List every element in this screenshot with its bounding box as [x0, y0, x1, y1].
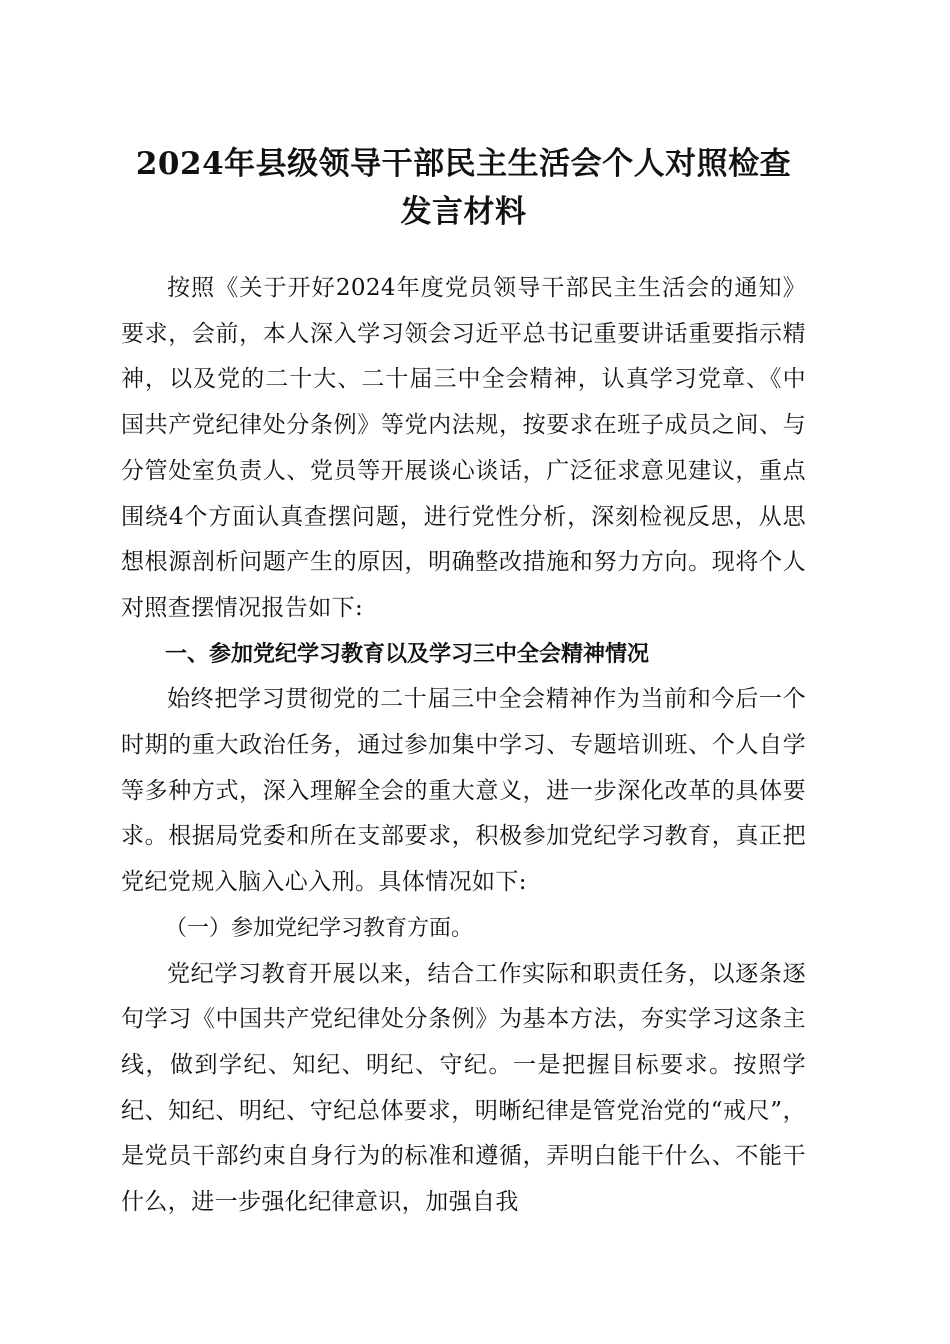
intro-paragraph: 按照《关于开好2024年度党员领导干部民主生活会的通知》要求，会前，本人深入学习领会习近平总书记重要讲话重要指示精神，以及党的二十大、二十届三中全会精神，认真学习党章、《中国共产党纪律处分条例》等党内法规，按要求在班子成员之间、与分管处室负责人、党员等开展谈心谈话，广泛征求意见建议，重点围绕4个方面认真查摆问题，进行党性分析，深刻检视反思，从思想根源剖析问题产生的原因，明确整改措施和努力方向。现将个人对照查摆情况报告如下: — [121, 275, 806, 621]
document-body — [121, 140, 806, 1226]
section-paragraph: 始终把学习贯彻党的二十届三中全会精神作为当前和今后一个时期的重大政治任务，通过参加集中学习、专题培训班、个人自学等多种方式，深入理解全会的重大意义，进一步深化改革的具体要求。根据局党委和所在支部要求，积极参加党纪学习教育，真正把党纪党规入脑入心入刑。具体情况如下: — [121, 686, 806, 896]
subsection-heading: （一）参加党纪学习教育方面。 — [165, 915, 474, 941]
subsection-paragraph: 党纪学习教育开展以来，结合工作实际和职责任务，以逐条逐句学习《中国共产党纪律处分条例》为基本方法，夯实学习这条主线，做到学纪、知纪、明纪、守纪。一是把握目标要求。按照学纪、知纪、明纪、守纪总体要求，明晰纪律是管党治党的“戒尺”，是党员干部约束自身行为的标准和遵循，弄明白能干什么、不能干什么，进一步强化纪律意识，加强自我 — [121, 960, 806, 1216]
section-heading: 一、参加党纪学习教育以及学习三中全会精神情况 — [165, 641, 650, 667]
document-title: 2024年县级领导干部民主生活会个人对照检查发言材料 — [135, 146, 792, 230]
